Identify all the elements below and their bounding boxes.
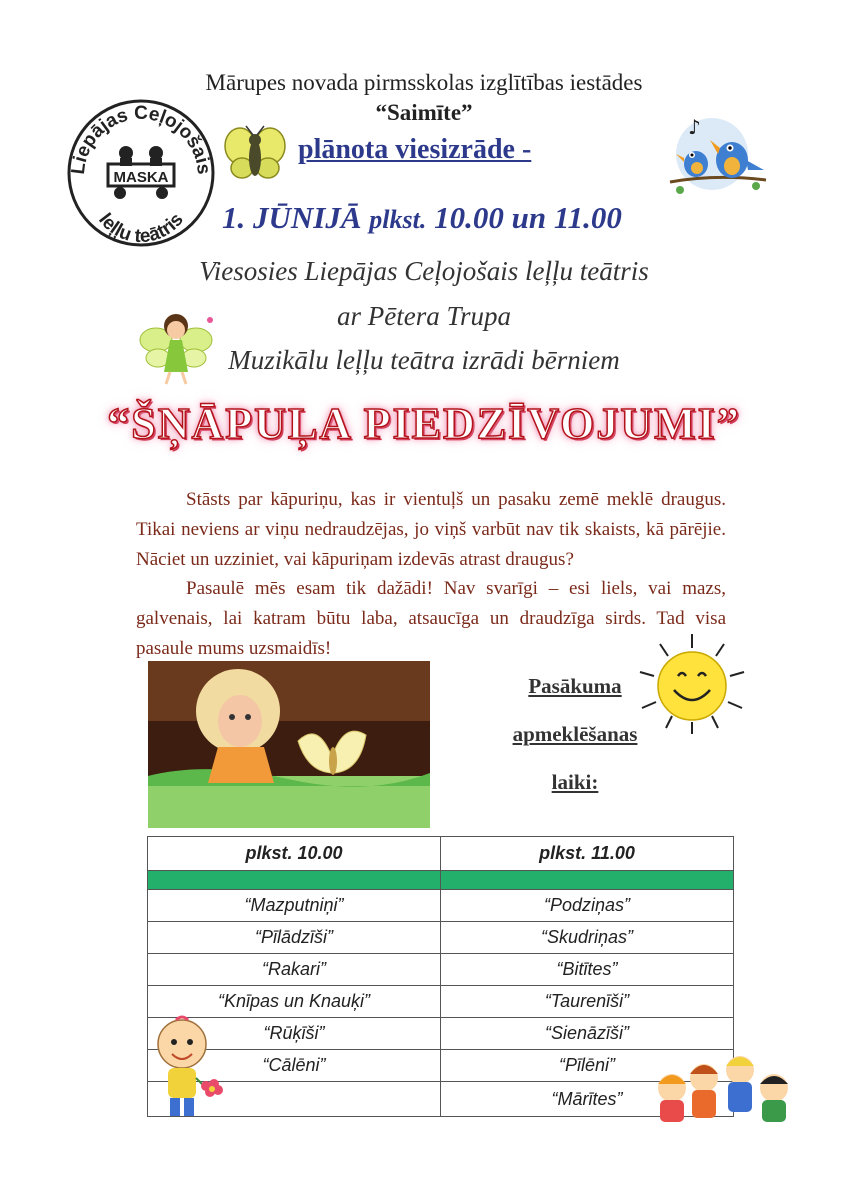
table-row — [148, 986, 734, 1018]
puppet-show-photo — [148, 661, 430, 828]
show-title: “ŠŅĀPUĻA PIEDZĪVOJUMI” — [107, 399, 741, 448]
visit-times-heading-line3: laiki: — [551, 770, 599, 794]
group-cell: “Taurenīši” — [441, 986, 734, 1018]
green-separator-row — [148, 871, 734, 890]
group-cell: “Mārītes” — [441, 1082, 734, 1117]
date-main: 1. JŪNIJĀ — [222, 200, 362, 235]
planned-performance-heading: plānota viesizrāde - — [298, 134, 532, 165]
group-cell: “Pīlēni” — [441, 1050, 734, 1082]
group-cell: “Knīpas un Knauķi” — [148, 986, 441, 1018]
svg-text:♪: ♪ — [688, 115, 701, 139]
guests-line: Viesosies Liepājas Ceļojošais leļļu teātris — [199, 256, 649, 286]
visit-times-heading-line1: Pasākuma — [528, 674, 622, 698]
table-row — [148, 1018, 734, 1050]
column-header-1100: plkst. 11.00 — [441, 837, 734, 871]
group-cell: “Skudriņas” — [441, 922, 734, 954]
cartoon-kids-group — [650, 1048, 800, 1128]
cartoon-kid-with-flower — [148, 1014, 228, 1124]
visit-times-heading-line2: apmeklēšanas — [512, 722, 638, 746]
intro-line: Mārupes novada pirmsskolas izglītības iestādes — [205, 70, 643, 95]
date-time-line — [222, 200, 622, 236]
table-row — [148, 922, 734, 954]
date-at: plkst. — [369, 205, 427, 234]
logo-top-text: Liepājas Ceļojošais — [67, 103, 215, 176]
performance-line: Muzikālu leļļu teātra izrādi bērniem — [228, 345, 620, 375]
date-times: 10.00 un 11.00 — [434, 200, 622, 235]
group-cell: “Cālēni” — [148, 1050, 441, 1082]
message-paragraph: Pasaulē mēs esam tik dažādi! Nav svarīgi – esi liels, vai mazs, galvenais, lai katram būtu laba, atsaucīga un draudzīga sirds. Tad visa pasaule mums uzsmaidīs! — [136, 578, 726, 659]
table-row — [148, 1050, 734, 1082]
group-cell: “Pīlādzīši” — [148, 922, 441, 954]
logo-center-text: MASKA — [113, 169, 169, 186]
fairy-icon — [136, 306, 216, 388]
group-cell: “Mazputniņi” — [148, 890, 441, 922]
schedule-table — [147, 836, 734, 1117]
logo-bottom-text: leļļu teātris — [94, 209, 188, 248]
table-row — [148, 1082, 734, 1117]
schedule-header-row — [148, 837, 734, 871]
butterfly-icon — [222, 124, 288, 186]
column-header-1000: plkst. 10.00 — [148, 837, 441, 871]
group-cell: “Sienāzīši” — [441, 1018, 734, 1050]
group-cell: “Podziņas” — [441, 890, 734, 922]
group-cell: “Rūķīši” — [148, 1018, 441, 1050]
kindergarten-name: “Saimīte” — [375, 100, 473, 125]
with-line: ar Pētera Trupa — [336, 301, 511, 331]
group-cell: “Bitītes” — [441, 954, 734, 986]
story-paragraph: Stāsts par kāpuriņu, kas ir vientuļš un pasaku zemē meklē draugus. Tikai neviens ar viņu nedraudzējas, jo viņš varbūt nav tik skaists, kā pārējie. Nāciet un uzziniet, vai kāpuriņam izdevās atrast draugus? — [136, 489, 726, 570]
group-cell: “Rakari” — [148, 954, 441, 986]
table-row — [148, 890, 734, 922]
table-row — [148, 954, 734, 986]
